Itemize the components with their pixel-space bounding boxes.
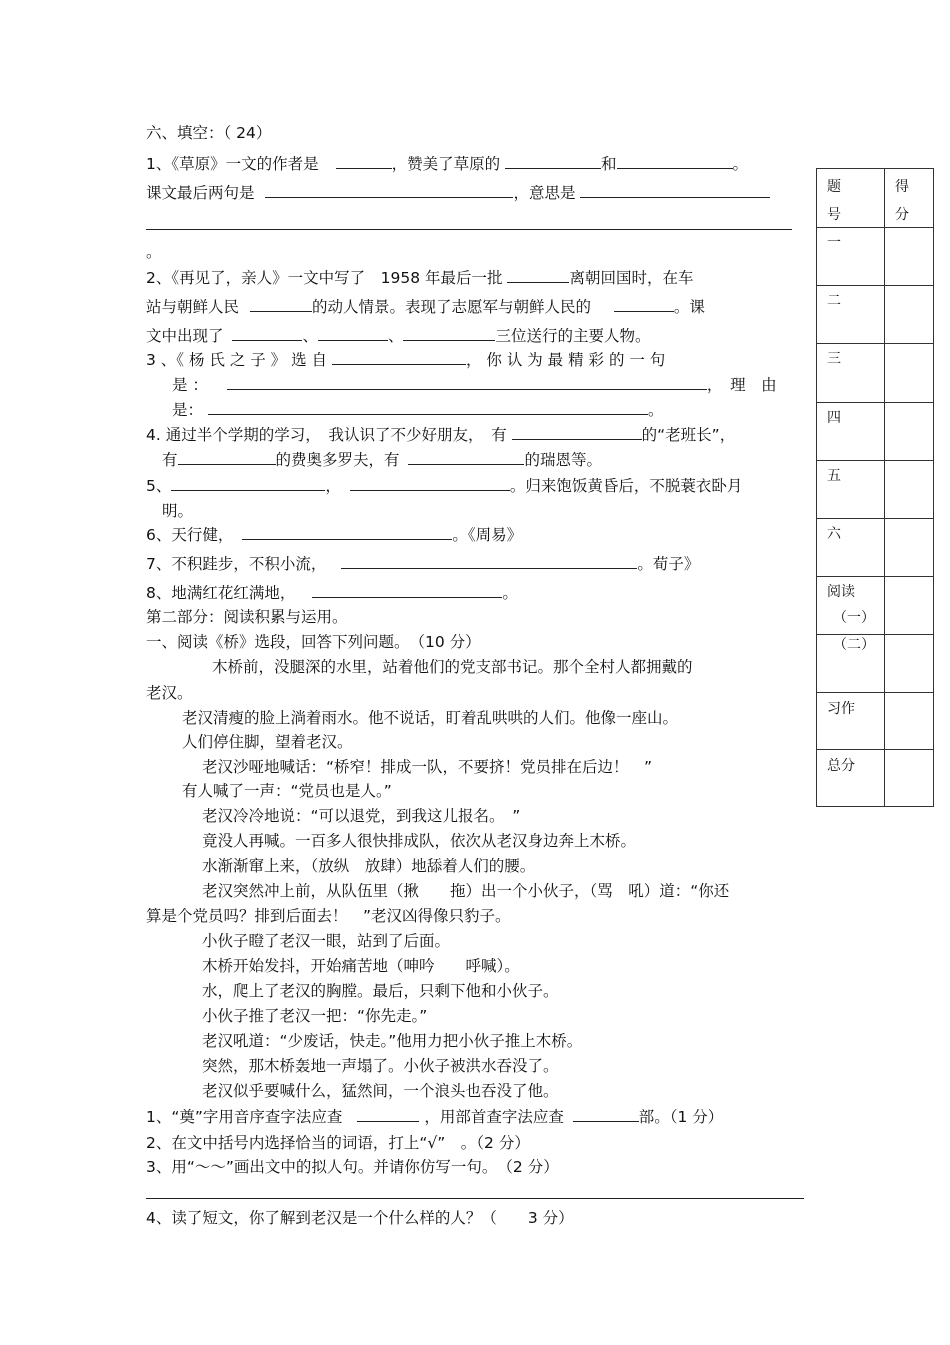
answer-line[interactable] (146, 1198, 804, 1199)
q2-text: 、 (387, 327, 404, 345)
answer-blank[interactable] (318, 326, 388, 341)
q1-text: 和 (601, 155, 617, 173)
answer-blank[interactable] (505, 154, 601, 169)
header-label: 得 分 (895, 179, 909, 223)
q5-text: ， (325, 477, 341, 495)
row-label: 阅读 (827, 584, 855, 600)
passage-line: 老汉。 (146, 684, 193, 702)
q1-end-mark: 。 (146, 243, 162, 261)
passage-line: 有人喊了一声：“党员也是人。” (182, 782, 392, 800)
passage-line: 老汉清瘦的脸上淌着雨水。他不说话，盯着乱哄哄的人们。他像一座山。 (182, 709, 679, 727)
q8-text: 。 (502, 584, 518, 602)
q7-text: 。荀子》 (637, 555, 700, 573)
q3-text: 是： (172, 401, 204, 419)
score-cell (817, 577, 885, 634)
row-label: （一） (833, 610, 875, 626)
q2-text: 三位送行的主要人物。 (495, 327, 651, 345)
score-cell (817, 286, 885, 343)
answer-blank[interactable] (178, 450, 276, 465)
q1-text: 1、《草原》一文的作者是 (146, 155, 319, 173)
part2-heading: 第二部分：阅读积累与运用。 (146, 608, 348, 626)
q2-text: 站与朝鲜人民 (146, 298, 240, 316)
q2-text: 的动人情景。表现了志愿军与朝鲜人民的 (311, 298, 591, 316)
q4-text: 4. 通过半个学期的学习， 我认识了不少好朋友， 有 (146, 426, 507, 444)
q1-text: ，意思是 (513, 184, 576, 202)
score-table (816, 168, 934, 807)
header-label: 题 号 (827, 179, 841, 223)
score-cell (817, 750, 885, 806)
passage-line: 算是个党员吗？排到后面去！ ”老汉凶得像只豹子。 (146, 907, 511, 925)
q2-text: 。课 (673, 298, 705, 316)
passage-line: 水渐渐窜上来，（放纵 放肆）地舔着人们的腰。 (202, 857, 536, 875)
question-3-line-2 (172, 375, 777, 395)
q5-text: 。归来饱饭黄昏后，不脱蓑衣卧月 (509, 477, 743, 495)
answer-blank[interactable] (312, 583, 502, 598)
q4-text: 的费奥多罗夫，有 (275, 451, 400, 469)
q4-text: 的“老班长”， (641, 426, 736, 444)
answer-blank[interactable] (408, 450, 524, 465)
answer-blank[interactable] (242, 525, 452, 540)
answer-blank[interactable] (336, 154, 392, 169)
row-label: 总分 (827, 758, 855, 774)
row-label: 习作 (827, 701, 855, 717)
answer-blank[interactable] (350, 476, 510, 491)
passage-line: 小伙子推了老汉一把：“你先走。” (202, 1007, 428, 1025)
passage-line: 小伙子瞪了老汉一眼，站到了后面。 (202, 932, 451, 950)
answer-blank[interactable] (507, 268, 569, 283)
passage-line: 老汉吼道：“少废话，快走。”他用力把小伙子推上木桥。 (202, 1032, 583, 1050)
score-cell (817, 169, 885, 227)
question-5-line-1 (146, 476, 742, 496)
answer-blank[interactable] (332, 350, 466, 365)
q7-text: 7、不积跬步，不积小流， (146, 555, 327, 573)
answer-blank[interactable] (357, 1107, 419, 1122)
score-row (817, 403, 933, 461)
answer-blank[interactable] (580, 183, 770, 198)
passage-line: 木桥开始发抖，开始痛苦地（呻吟 呼喊）。 (202, 957, 520, 975)
section-heading: 六、填空：（ 24） (146, 124, 272, 142)
score-row (817, 344, 933, 403)
answer-blank[interactable] (341, 554, 637, 569)
answer-blank[interactable] (617, 154, 733, 169)
question-5-line-2: 明。 (162, 502, 194, 520)
q1-text: 课文最后两句是 (146, 184, 255, 202)
score-cell (817, 461, 885, 518)
row-label: 二 (827, 293, 841, 309)
score-cell (817, 228, 885, 285)
score-row (817, 750, 933, 806)
question-7 (146, 554, 699, 574)
answer-blank[interactable] (227, 375, 707, 390)
reading-question-1 (146, 1107, 723, 1127)
row-label: 三 (827, 351, 841, 367)
row-label: 四 (827, 410, 841, 426)
score-header-row (817, 169, 933, 228)
question-2-line-1 (146, 268, 693, 288)
q3-text: ， 你 认 为 最 精 彩 的 一 句 (465, 351, 666, 369)
answer-blank[interactable] (403, 326, 495, 341)
answer-blank[interactable] (614, 297, 674, 312)
reading-question-2: 2、在文中括号内选择恰当的词语，打上“√” 。（2 分） (146, 1134, 530, 1152)
score-cell (817, 344, 885, 402)
q1-text: 。 (732, 155, 749, 173)
score-cell (817, 403, 885, 460)
q1-text: ，赞美了草原的 (391, 155, 501, 173)
q6-text: 6、天行健， (146, 526, 234, 544)
answer-blank[interactable] (573, 1107, 639, 1122)
q3-text: 。 (647, 401, 664, 419)
passage-line: 竟没人再喊。一百多人很快排成队，依次从老汉身边奔上木桥。 (202, 832, 637, 850)
q6-text: 。《周易》 (452, 526, 523, 544)
answer-blank[interactable] (232, 326, 302, 341)
passage-line: 老汉突然冲上前，从队伍里（揪 拖）出一个小伙子，（骂 吼）道：“你还 (202, 882, 730, 900)
q3-text: 是 ： (172, 376, 208, 394)
answer-blank[interactable] (265, 183, 513, 198)
q3-text: ， 理 由 (706, 376, 777, 394)
question-1-line-1 (146, 154, 748, 174)
q2-text: 文中出现了 (146, 327, 224, 345)
passage-line: 水，爬上了老汉的胸膛。最后，只剩下他和小伙子。 (202, 982, 559, 1000)
q3-text: 3 、《 杨 氏 之 子 》 选 自 (146, 351, 328, 369)
q4-text: 的瑞恩等。 (524, 451, 602, 469)
row-label: （二） (833, 637, 875, 653)
row-label: 六 (827, 526, 841, 542)
passage-line: 木桥前，没腿深的水里，站着他们的党支部书记。那个全村人都拥戴的 (212, 658, 693, 676)
answer-blank[interactable] (512, 425, 642, 440)
score-row (817, 577, 933, 635)
rq1-text: 1、“奠”字用音序查字法应查 (146, 1108, 343, 1126)
score-cell (817, 519, 885, 576)
q2-text: 2、《再见了，亲人》一文中写了 1958 年最后一批 (146, 269, 503, 287)
score-cell (817, 635, 885, 692)
score-row (817, 635, 933, 693)
q2-text: 离朝回国时，在车 (569, 269, 694, 287)
passage-line: 老汉似乎要喊什么，猛然间，一个浪头也吞没了他。 (202, 1082, 559, 1100)
score-row (817, 228, 933, 286)
rq1-text: 部。（1 分） (638, 1108, 724, 1126)
score-row (817, 286, 933, 344)
question-8 (146, 583, 518, 603)
score-row (817, 519, 933, 577)
score-row (817, 693, 933, 750)
score-cell (817, 693, 885, 749)
q2-text: 、 (302, 327, 318, 345)
reading-question-4: 4、读了短文，你了解到老汉是一个什么样的人？（ 3 分） (146, 1209, 574, 1227)
row-label: 五 (827, 468, 841, 484)
question-1-line-2 (146, 183, 770, 203)
reading-title: 一、阅读《桥》选段，回答下列问题。 （10 分） (146, 633, 481, 651)
answer-blank[interactable] (171, 476, 325, 491)
question-3-line-3 (172, 400, 663, 420)
question-6 (146, 525, 522, 545)
question-4-line-1 (146, 425, 735, 445)
question-2-line-3 (146, 326, 651, 346)
answer-blank[interactable] (250, 297, 312, 312)
passage-line: 人们停住脚，望着老汉。 (182, 733, 353, 751)
question-4-line-2 (162, 450, 602, 470)
rq1-text: ，用部首查字法应查 (424, 1108, 564, 1126)
q4-text: 有 (162, 451, 178, 469)
question-2-line-2 (146, 297, 705, 317)
q8-text: 8、地满红花红满地， (146, 584, 296, 602)
answer-line[interactable] (146, 229, 792, 230)
row-label: 一 (827, 235, 841, 251)
score-row (817, 461, 933, 519)
passage-line: 老汉冷冷地说：“可以退党，到我这儿报名。 ” (202, 807, 521, 825)
q5-text: 5、 (146, 477, 172, 495)
passage-line: 突然，那木桥轰地一声塌了。小伙子被洪水吞没了。 (202, 1057, 559, 1075)
passage-line: 老汉沙哑地喊话：“桥窄！排成一队，不要挤！党员排在后边！ ” (202, 758, 653, 776)
reading-question-3: 3、用“～～”画出文中的拟人句。并请你仿写一句。 （2 分） (146, 1158, 559, 1176)
answer-blank[interactable] (208, 400, 648, 415)
question-3-line-1 (146, 350, 665, 370)
